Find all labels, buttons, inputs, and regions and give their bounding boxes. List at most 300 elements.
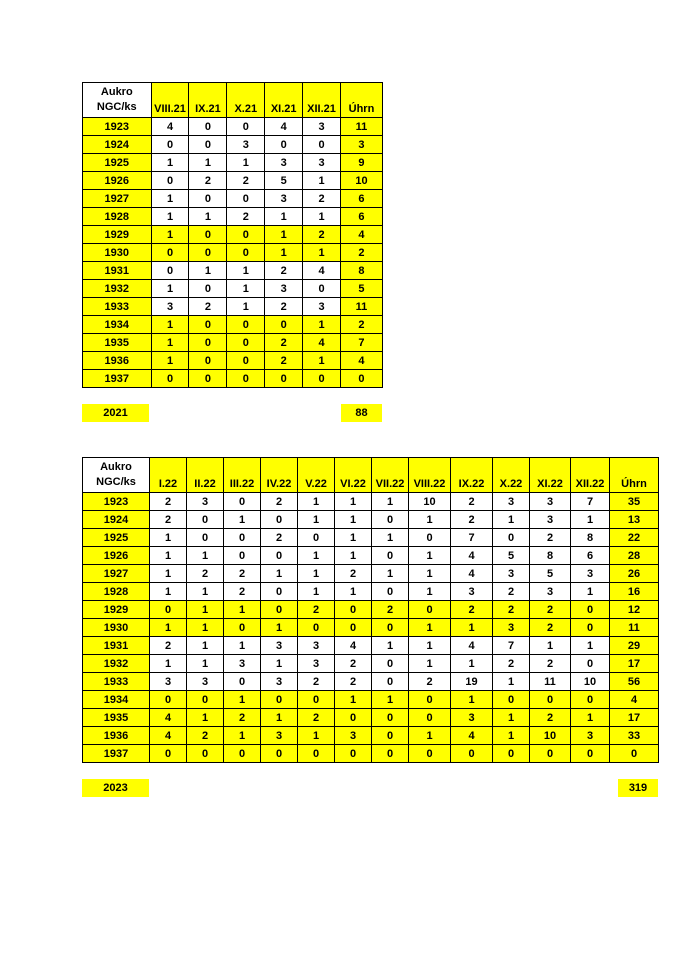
value-cell: 0 (187, 529, 224, 547)
value-cell: 0 (335, 619, 372, 637)
value-cell: 1 (409, 655, 451, 673)
value-cell: 1 (151, 280, 189, 298)
value-cell: 1 (224, 691, 261, 709)
value-cell: 0 (151, 136, 189, 154)
row-total-cell: 11 (610, 619, 659, 637)
value-cell: 0 (298, 745, 335, 763)
value-cell: 0 (298, 529, 335, 547)
value-cell: 4 (150, 709, 187, 727)
column-header: XI.22 (530, 458, 571, 493)
value-cell: 1 (335, 547, 372, 565)
value-cell: 0 (261, 745, 298, 763)
value-cell: 1 (303, 352, 341, 370)
value-cell: 2 (261, 529, 298, 547)
column-header: VII.22 (372, 458, 409, 493)
table-row (83, 673, 659, 691)
value-cell: 1 (571, 637, 610, 655)
sales-table-2021 (82, 82, 383, 388)
table-row (83, 280, 383, 298)
value-cell: 0 (409, 709, 451, 727)
value-cell: 3 (261, 673, 298, 691)
value-cell: 2 (265, 334, 303, 352)
value-cell: 1 (372, 691, 409, 709)
year-cell: 1925 (83, 529, 150, 547)
year-cell: 1929 (83, 226, 152, 244)
value-cell: 1 (409, 637, 451, 655)
value-cell: 1 (298, 727, 335, 745)
row-total-cell: 2 (340, 316, 382, 334)
value-cell: 4 (451, 637, 493, 655)
value-cell: 1 (187, 601, 224, 619)
value-cell: 1 (303, 316, 341, 334)
value-cell: 1 (151, 190, 189, 208)
value-cell: 2 (224, 565, 261, 583)
value-cell: 0 (224, 529, 261, 547)
table-row (83, 244, 383, 262)
value-cell: 2 (451, 511, 493, 529)
value-cell: 1 (151, 334, 189, 352)
value-cell: 1 (151, 154, 189, 172)
value-cell: 0 (335, 601, 372, 619)
value-cell: 0 (530, 691, 571, 709)
value-cell: 1 (227, 280, 265, 298)
value-cell: 0 (409, 745, 451, 763)
value-cell: 1 (409, 565, 451, 583)
value-cell: 1 (150, 565, 187, 583)
value-cell: 1 (224, 727, 261, 745)
value-cell: 0 (227, 370, 265, 388)
year-cell: 1927 (83, 565, 150, 583)
value-cell: 0 (227, 118, 265, 136)
table-row (83, 745, 659, 763)
table-row (83, 118, 383, 136)
year-cell: 1928 (83, 208, 152, 226)
value-cell: 1 (409, 511, 451, 529)
table-row (83, 334, 383, 352)
value-cell: 0 (493, 529, 530, 547)
row-total-cell: 17 (610, 709, 659, 727)
value-cell: 0 (187, 745, 224, 763)
value-cell: 2 (150, 511, 187, 529)
value-cell: 0 (372, 655, 409, 673)
value-cell: 0 (189, 280, 227, 298)
value-cell: 2 (451, 493, 493, 511)
value-cell: 1 (409, 727, 451, 745)
value-cell: 0 (187, 691, 224, 709)
column-header: I.22 (150, 458, 187, 493)
year-cell: 1937 (83, 370, 152, 388)
header-label-line-2: NGC/ks (96, 101, 137, 113)
year-cell: 1934 (83, 691, 150, 709)
value-cell: 1 (187, 547, 224, 565)
value-cell: 0 (189, 334, 227, 352)
value-cell: 1 (571, 709, 610, 727)
value-cell: 1 (298, 583, 335, 601)
header-label-cell (83, 83, 152, 118)
table-row (83, 619, 659, 637)
table-row (83, 655, 659, 673)
value-cell: 6 (571, 547, 610, 565)
year-cell: 1924 (83, 136, 152, 154)
table-row (83, 190, 383, 208)
value-cell: 2 (265, 352, 303, 370)
table-header-row (83, 458, 659, 493)
table-row (83, 529, 659, 547)
value-cell: 2 (530, 619, 571, 637)
value-cell: 0 (372, 727, 409, 745)
table-row (83, 691, 659, 709)
value-cell: 3 (303, 118, 341, 136)
value-cell: 2 (451, 601, 493, 619)
year-cell: 1926 (83, 547, 150, 565)
year-cell: 1932 (83, 280, 152, 298)
column-header: XII.22 (571, 458, 610, 493)
value-cell: 1 (150, 529, 187, 547)
value-cell: 0 (493, 691, 530, 709)
value-cell: 2 (493, 655, 530, 673)
value-cell: 1 (493, 511, 530, 529)
year-cell: 1934 (83, 316, 152, 334)
row-total-cell: 16 (610, 583, 659, 601)
value-cell: 1 (372, 529, 409, 547)
column-header: VI.22 (335, 458, 372, 493)
value-cell: 1 (571, 583, 610, 601)
value-cell: 2 (224, 709, 261, 727)
value-cell: 2 (187, 565, 224, 583)
table-row (83, 352, 383, 370)
value-cell: 0 (571, 745, 610, 763)
value-cell: 1 (189, 154, 227, 172)
value-cell: 1 (335, 493, 372, 511)
value-cell: 0 (151, 370, 189, 388)
table-row (83, 601, 659, 619)
value-cell: 2 (303, 226, 341, 244)
value-cell: 3 (493, 619, 530, 637)
year-cell: 1933 (83, 673, 150, 691)
value-cell: 0 (227, 244, 265, 262)
value-cell: 0 (372, 583, 409, 601)
value-cell: 0 (261, 511, 298, 529)
year-cell: 1930 (83, 619, 150, 637)
year-cell: 1932 (83, 655, 150, 673)
year-cell: 1924 (83, 511, 150, 529)
value-cell: 1 (451, 691, 493, 709)
row-total-cell: 35 (610, 493, 659, 511)
value-cell: 1 (150, 547, 187, 565)
year-cell: 1927 (83, 190, 152, 208)
value-cell: 0 (303, 136, 341, 154)
row-total-cell: 4 (340, 352, 382, 370)
value-cell: 1 (571, 511, 610, 529)
value-cell: 2 (303, 190, 341, 208)
value-cell: 0 (227, 226, 265, 244)
value-cell: 2 (530, 529, 571, 547)
value-cell: 1 (224, 511, 261, 529)
value-cell: 1 (261, 619, 298, 637)
value-cell: 0 (372, 673, 409, 691)
value-cell: 1 (261, 565, 298, 583)
value-cell: 0 (151, 244, 189, 262)
value-cell: 3 (530, 583, 571, 601)
value-cell: 3 (493, 493, 530, 511)
year-cell: 1923 (83, 493, 150, 511)
value-cell: 0 (261, 547, 298, 565)
row-total-cell: 10 (340, 172, 382, 190)
value-cell: 0 (335, 745, 372, 763)
value-cell: 1 (303, 244, 341, 262)
value-cell: 1 (298, 493, 335, 511)
value-cell: 1 (189, 262, 227, 280)
value-cell: 1 (335, 583, 372, 601)
value-cell: 2 (265, 298, 303, 316)
value-cell: 1 (265, 226, 303, 244)
value-cell: 0 (151, 262, 189, 280)
value-cell: 2 (493, 583, 530, 601)
row-total-cell: 13 (610, 511, 659, 529)
value-cell: 0 (571, 619, 610, 637)
value-cell: 3 (530, 511, 571, 529)
value-cell: 1 (261, 709, 298, 727)
row-total-cell: 4 (610, 691, 659, 709)
value-cell: 1 (493, 673, 530, 691)
value-cell: 1 (151, 352, 189, 370)
value-cell: 3 (571, 727, 610, 745)
row-total-cell: 6 (340, 190, 382, 208)
total-column-header: Úhrn (610, 458, 659, 493)
row-total-cell: 33 (610, 727, 659, 745)
value-cell: 2 (372, 601, 409, 619)
value-cell: 4 (335, 637, 372, 655)
table-row (83, 637, 659, 655)
value-cell: 11 (530, 673, 571, 691)
value-cell: 4 (150, 727, 187, 745)
value-cell: 3 (265, 280, 303, 298)
value-cell: 0 (335, 709, 372, 727)
value-cell: 2 (335, 673, 372, 691)
value-cell: 4 (303, 262, 341, 280)
value-cell: 1 (151, 208, 189, 226)
year-cell: 1933 (83, 298, 152, 316)
row-total-cell: 11 (340, 298, 382, 316)
value-cell: 0 (224, 673, 261, 691)
value-cell: 1 (372, 637, 409, 655)
total-column-header: Úhrn (340, 83, 382, 118)
value-cell: 3 (261, 637, 298, 655)
value-cell: 0 (372, 619, 409, 637)
value-cell: 7 (571, 493, 610, 511)
value-cell: 2 (298, 709, 335, 727)
value-cell: 3 (187, 673, 224, 691)
value-cell: 2 (261, 493, 298, 511)
value-cell: 3 (493, 565, 530, 583)
value-cell: 1 (298, 565, 335, 583)
column-header: VIII.22 (409, 458, 451, 493)
value-cell: 2 (150, 637, 187, 655)
value-cell: 0 (151, 172, 189, 190)
row-total-cell: 7 (340, 334, 382, 352)
year-label-2023: 2023 (82, 779, 149, 797)
value-cell: 1 (187, 655, 224, 673)
value-cell: 1 (409, 583, 451, 601)
row-total-cell: 17 (610, 655, 659, 673)
value-cell: 2 (227, 208, 265, 226)
value-cell: 3 (261, 727, 298, 745)
row-total-cell: 9 (340, 154, 382, 172)
value-cell: 0 (372, 709, 409, 727)
row-total-cell: 4 (340, 226, 382, 244)
value-cell: 0 (224, 619, 261, 637)
table-row (83, 547, 659, 565)
value-cell: 1 (227, 298, 265, 316)
header-label-line-1: Aukro (100, 461, 132, 473)
value-cell: 10 (409, 493, 451, 511)
value-cell: 3 (227, 136, 265, 154)
value-cell: 3 (265, 190, 303, 208)
table-row (83, 136, 383, 154)
row-total-cell: 28 (610, 547, 659, 565)
year-cell: 1936 (83, 727, 150, 745)
value-cell: 1 (227, 154, 265, 172)
value-cell: 0 (227, 316, 265, 334)
value-cell: 2 (187, 727, 224, 745)
value-cell: 1 (224, 601, 261, 619)
row-total-cell: 12 (610, 601, 659, 619)
value-cell: 0 (261, 601, 298, 619)
value-cell: 0 (265, 136, 303, 154)
value-cell: 1 (227, 262, 265, 280)
value-cell: 2 (530, 709, 571, 727)
value-cell: 7 (493, 637, 530, 655)
column-header: XI.21 (265, 83, 303, 118)
value-cell: 0 (409, 691, 451, 709)
value-cell: 0 (187, 511, 224, 529)
year-cell: 1929 (83, 601, 150, 619)
value-cell: 19 (451, 673, 493, 691)
value-cell: 3 (298, 655, 335, 673)
value-cell: 2 (189, 298, 227, 316)
value-cell: 1 (265, 208, 303, 226)
year-cell: 1923 (83, 118, 152, 136)
value-cell: 0 (189, 316, 227, 334)
table-row (83, 316, 383, 334)
value-cell: 2 (409, 673, 451, 691)
table-row (83, 262, 383, 280)
grand-total-2023: 319 (618, 779, 658, 797)
value-cell: 1 (335, 511, 372, 529)
value-cell: 4 (451, 547, 493, 565)
value-cell: 0 (227, 334, 265, 352)
table-row (83, 493, 659, 511)
table-row (83, 172, 383, 190)
grand-total-2021: 88 (341, 404, 382, 422)
value-cell: 0 (265, 370, 303, 388)
value-cell: 1 (335, 691, 372, 709)
year-cell: 1935 (83, 334, 152, 352)
value-cell: 1 (451, 619, 493, 637)
value-cell: 1 (530, 637, 571, 655)
value-cell: 1 (261, 655, 298, 673)
value-cell: 1 (150, 619, 187, 637)
table-row (83, 709, 659, 727)
value-cell: 4 (303, 334, 341, 352)
value-cell: 0 (298, 619, 335, 637)
value-cell: 0 (224, 493, 261, 511)
row-total-cell: 8 (340, 262, 382, 280)
table-header-row (83, 83, 383, 118)
value-cell: 7 (451, 529, 493, 547)
row-total-cell: 11 (340, 118, 382, 136)
value-cell: 1 (187, 583, 224, 601)
value-cell: 1 (265, 244, 303, 262)
year-cell: 1926 (83, 172, 152, 190)
value-cell: 1 (451, 655, 493, 673)
value-cell: 2 (224, 583, 261, 601)
value-cell: 0 (372, 511, 409, 529)
year-cell: 1936 (83, 352, 152, 370)
value-cell: 0 (150, 601, 187, 619)
value-cell: 3 (265, 154, 303, 172)
value-cell: 1 (409, 619, 451, 637)
value-cell: 3 (187, 493, 224, 511)
value-cell: 2 (335, 655, 372, 673)
value-cell: 0 (227, 352, 265, 370)
table-row (83, 208, 383, 226)
value-cell: 1 (151, 316, 189, 334)
column-header: III.22 (224, 458, 261, 493)
row-total-cell: 3 (340, 136, 382, 154)
value-cell: 5 (530, 565, 571, 583)
value-cell: 0 (303, 280, 341, 298)
row-total-cell: 29 (610, 637, 659, 655)
value-cell: 0 (150, 745, 187, 763)
value-cell: 1 (303, 172, 341, 190)
value-cell: 1 (409, 547, 451, 565)
value-cell: 3 (151, 298, 189, 316)
header-label-line-2: NGC/ks (96, 476, 136, 488)
table-row (83, 154, 383, 172)
value-cell: 3 (303, 154, 341, 172)
row-total-cell: 0 (610, 745, 659, 763)
value-cell: 1 (298, 511, 335, 529)
table-row (83, 727, 659, 745)
column-header: V.22 (298, 458, 335, 493)
value-cell: 0 (372, 547, 409, 565)
table-row (83, 298, 383, 316)
year-cell: 1935 (83, 709, 150, 727)
header-label-line-1: Aukro (100, 86, 133, 98)
value-cell: 1 (372, 565, 409, 583)
value-cell: 2 (530, 655, 571, 673)
value-cell: 0 (189, 226, 227, 244)
value-cell: 2 (265, 262, 303, 280)
year-cell: 1928 (83, 583, 150, 601)
value-cell: 1 (150, 655, 187, 673)
value-cell: 1 (150, 583, 187, 601)
column-header: VIII.21 (151, 83, 189, 118)
value-cell: 3 (530, 493, 571, 511)
row-total-cell: 6 (340, 208, 382, 226)
value-cell: 1 (335, 529, 372, 547)
value-cell: 0 (409, 601, 451, 619)
row-total-cell: 2 (340, 244, 382, 262)
value-cell: 0 (224, 745, 261, 763)
value-cell: 3 (451, 709, 493, 727)
value-cell: 0 (571, 601, 610, 619)
value-cell: 1 (298, 547, 335, 565)
value-cell: 0 (571, 655, 610, 673)
value-cell: 3 (335, 727, 372, 745)
value-cell: 4 (451, 565, 493, 583)
